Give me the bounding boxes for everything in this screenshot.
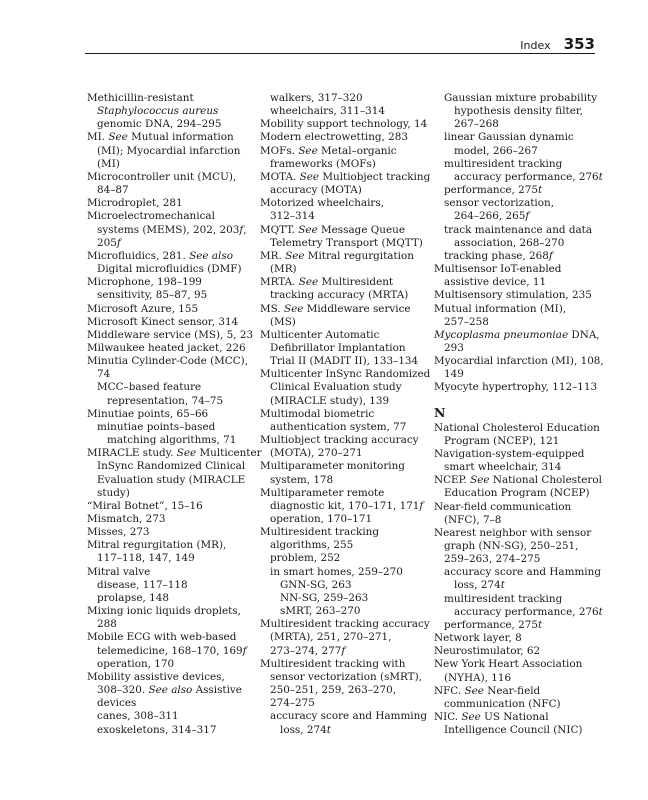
index-entry: Methicillin-resistant: [87, 92, 194, 104]
index-subentry: loss, 274t: [280, 723, 331, 736]
index-subentry: 293: [444, 341, 464, 354]
index-subentry: tracking accuracy (MRTA): [270, 289, 409, 302]
index-subentry: Education Program (NCEP): [444, 487, 590, 500]
index-entry: Multiresident tracking accuracy: [260, 618, 430, 631]
index-subentry: frameworks (MOFs): [270, 157, 376, 170]
index-subentry: Telemetry Transport (MQTT): [270, 236, 423, 249]
index-entry: Multisensory stimulation, 235: [434, 289, 592, 302]
index-entry: Myocardial infarction (MI), 108,: [434, 355, 604, 368]
index-subentry: graph (NN-SG), 250–251,: [444, 540, 579, 552]
index-subentry: (MS): [270, 315, 296, 328]
index-subentry: study): [97, 486, 130, 499]
index-subentry: Evaluation study (MIRACLE: [97, 473, 246, 486]
index-entry: NIC. See US National: [434, 711, 549, 724]
index-subentry: matching algorithms, 71: [107, 434, 237, 447]
index-subentry: Intelligence Council (NIC): [444, 724, 583, 737]
index-entry: Mitral regurgitation (MR),: [87, 539, 227, 552]
index-subentry: track maintenance and data: [444, 223, 593, 236]
index-subentry: sMRT, 263–270: [280, 605, 361, 618]
index-entry: Minutia Cylinder-Code (MCC),: [87, 355, 249, 368]
index-subentry: InSync Randomized Clinical: [97, 460, 246, 473]
index-subentry: NN-SG, 259–263: [280, 591, 369, 604]
index-subentry: minutiae points–based: [97, 420, 216, 433]
index-entry: Microfluidics, 281. See also: [87, 249, 233, 262]
index-subentry: assistive device, 11: [444, 276, 547, 289]
index-subentry: (MIRACLE study), 139: [270, 394, 390, 407]
index-entry: Microphone, 198–199: [87, 276, 202, 289]
index-subentry: operation, 170–171: [270, 513, 373, 525]
index-entry: Microdroplet, 281: [87, 197, 183, 210]
index-entry: Mixing ionic liquids droplets,: [87, 605, 241, 618]
index-entry: Multicenter Automatic: [260, 328, 380, 341]
index-subentry: diagnostic kit, 170–171, 171f: [270, 499, 424, 512]
index-subentry: 205f: [97, 236, 121, 249]
index-subentry: (NFC), 7–8: [444, 513, 502, 526]
index-entry: Myocyte hypertrophy, 112–113: [434, 381, 598, 394]
index-subentry: canes, 308–311: [97, 710, 179, 723]
index-subentry: representation, 74–75: [107, 394, 224, 407]
index-column-1: [87, 92, 263, 737]
index-subentry: multiresident tracking: [444, 157, 563, 170]
index-subentry: (MI); Myocardial infarction: [97, 144, 241, 157]
index-entry: Misses, 273: [87, 526, 150, 539]
index-subentry: genomic DNA, 294–295: [97, 118, 222, 131]
index-subentry: 308–320. See also Assistive: [97, 684, 242, 697]
index-subentry: MCC–based feature: [97, 381, 202, 394]
index-entry: Near-field communication: [434, 500, 572, 513]
index-entry: Multiresident tracking with: [260, 657, 406, 670]
index-subentry: tracking phase, 268f: [444, 249, 553, 262]
index-entry: Multiobject tracking accuracy: [260, 434, 419, 447]
index-subentry: 149: [444, 368, 464, 381]
index-subentry: loss, 274t: [454, 579, 505, 592]
index-subentry: (MI): [97, 157, 120, 170]
index-entry: Microcontroller unit (MCU),: [87, 170, 237, 183]
index-entry: Multisensor IoT-enabled: [434, 263, 562, 276]
index-entry: Multiresident tracking: [260, 526, 380, 539]
index-entry: “Miral Botnet”, 15–16: [87, 499, 203, 512]
index-subentry: systems (MEMS), 202, 203f,: [97, 223, 247, 236]
index-entry: Mitral valve: [87, 565, 151, 578]
index-subentry: 273–274, 277f: [270, 644, 346, 657]
index-entry: New York Heart Association: [434, 658, 583, 671]
index-subentry: 288: [97, 618, 117, 631]
index-subentry: problem, 252: [270, 552, 341, 565]
index-subentry: 257–258: [444, 315, 489, 328]
index-subentry: system, 178: [270, 473, 334, 486]
index-subentry: 264–266, 265f: [454, 210, 530, 223]
index-entry: Navigation-system-equipped: [434, 447, 585, 460]
index-subentry: algorithms, 255: [270, 539, 354, 552]
index-subentry: authentication system, 77: [270, 420, 407, 433]
index-subentry: smart wheelchair, 314: [444, 461, 562, 474]
index-entry: MIRACLE study. See Multicenter: [87, 447, 262, 460]
index-subentry: accuracy score and Hamming: [444, 566, 601, 579]
index-entry: Microsoft Azure, 155: [87, 302, 199, 315]
index-entry: NCEP. See National Cholesterol: [434, 474, 602, 487]
index-subentry: disease, 117–118: [97, 578, 188, 591]
index-entry: Microelectromechanical: [87, 210, 215, 223]
index-subentry: 84–87: [97, 184, 129, 197]
index-entry: Multiparameter monitoring: [260, 460, 405, 473]
index-subentry: Trial II (MADIT II), 133–134: [270, 355, 419, 368]
index-subentry: 267–268: [454, 118, 499, 131]
index-entry: Multimodal biometric: [260, 407, 375, 420]
index-entry: MI. See Mutual information: [87, 131, 234, 144]
index-entry: MQTT. See Message Queue: [260, 223, 405, 236]
index-subentry: (MOTA), 270–271: [270, 447, 363, 460]
running-header: [0, 34, 595, 53]
index-entry: Motorized wheelchairs,: [260, 197, 385, 210]
index-subentry: 250–251, 259, 263–270,: [270, 684, 397, 697]
index-subentry: accuracy performance, 276t: [454, 170, 603, 183]
index-subentry: 259–263, 274–275: [444, 553, 541, 566]
index-entry: MRTA. See Multiresident: [260, 276, 394, 289]
index-entry: Nearest neighbor with sensor: [434, 526, 592, 539]
index-entry: Modern electrowetting, 283: [260, 131, 408, 144]
header-rule: [85, 53, 595, 54]
index-entry: MOFs. See Metal–organic: [260, 144, 397, 157]
index-subentry: 312–314: [270, 210, 315, 223]
index-column-3: [434, 92, 610, 737]
index-subentry: (MRTA), 251, 270–271,: [270, 631, 392, 644]
index-subentry: 274–275: [270, 697, 315, 710]
index-entry: Middleware service (MS), 5, 23: [87, 328, 254, 341]
index-subentry: sensitivity, 85–87, 95: [97, 289, 208, 302]
index-entry: Mismatch, 273: [87, 513, 166, 525]
index-subentry: (MR): [270, 263, 297, 276]
index-entry: Mobility support technology, 14: [260, 118, 428, 131]
index-subentry: accuracy (MOTA): [270, 184, 362, 197]
index-subentry: telemedicine, 168–170, 169f: [97, 644, 247, 657]
index-subentry: linear Gaussian dynamic: [444, 131, 574, 144]
index-subentry: devices: [97, 697, 137, 710]
index-subentry: GNN-SG, 263: [280, 578, 352, 591]
index-entry: Microsoft Kinect sensor, 314: [87, 315, 239, 328]
page-number: 353: [563, 35, 595, 53]
index-entry: Mobile ECG with web-based: [87, 631, 237, 644]
index-subentry: sensor vectorization,: [444, 197, 555, 210]
index-subentry: 117–118, 147, 149: [97, 552, 195, 565]
index-entry: Multicenter InSync Randomized: [260, 368, 431, 381]
index-entry: NFC. See Near-field: [434, 684, 541, 697]
index-subentry: Staphylococcus aureus: [97, 105, 219, 118]
index-subentry: accuracy score and Hamming: [270, 710, 427, 723]
index-subentry: Defibrillator Implantation: [270, 341, 406, 354]
index-entry: MR. See Mitral regurgitation: [260, 249, 414, 262]
index-subentry: sensor vectorization (sMRT),: [270, 670, 422, 683]
index-subentry: model, 266–267: [454, 144, 538, 157]
index-subentry: exoskeletons, 314–317: [97, 723, 217, 736]
index-entry: MS. See Middleware service: [260, 302, 411, 315]
index-subentry: in smart homes, 259–270: [270, 565, 403, 578]
index-subentry: Clinical Evaluation study: [270, 381, 402, 394]
index-column-2: [260, 92, 436, 737]
index-entry: Mycoplasma pneumoniae DNA,: [434, 328, 600, 341]
index-subentry: hypothesis density filter,: [454, 105, 583, 118]
index-subentry: accuracy performance, 276t: [454, 605, 603, 618]
index-subentry: prolapse, 148: [97, 591, 169, 604]
index-entry: Mutual information (MI),: [434, 302, 567, 315]
index-entry: Milwaukee heated jacket, 226: [87, 341, 246, 354]
index-subentry: communication (NFC): [444, 697, 561, 710]
index-entry: MOTA. See Multiobject tracking: [260, 170, 431, 183]
index-letter-heading: N: [434, 404, 446, 420]
index-subentry: Program (NCEP), 121: [444, 434, 560, 447]
index-subentry: operation, 170: [97, 657, 175, 670]
index-entry: Multiparameter remote: [260, 486, 385, 499]
index-entry: Mobility assistive devices,: [87, 670, 225, 683]
index-subentry: (NYHA), 116: [444, 671, 512, 684]
index-subentry: 74: [97, 368, 111, 381]
index-entry: Neurostimulator, 62: [434, 645, 541, 658]
index-subentry: walkers, 317–320: [270, 92, 363, 104]
index-entry: Network layer, 8: [434, 632, 522, 645]
index-subentry: performance, 275t: [444, 618, 543, 631]
section-label: Index: [520, 39, 551, 52]
index-subentry: association, 268–270: [454, 236, 565, 249]
index-subentry: performance, 275t: [444, 184, 543, 197]
index-entry: Minutiae points, 65–66: [87, 407, 209, 420]
index-entry: National Cholesterol Education: [434, 421, 600, 434]
index-subentry: wheelchairs, 311–314: [270, 105, 386, 118]
index-subentry: Gaussian mixture probability: [444, 92, 598, 104]
index-subentry: Digital microfluidics (DMF): [97, 263, 242, 276]
index-subentry: multiresident tracking: [444, 592, 563, 605]
